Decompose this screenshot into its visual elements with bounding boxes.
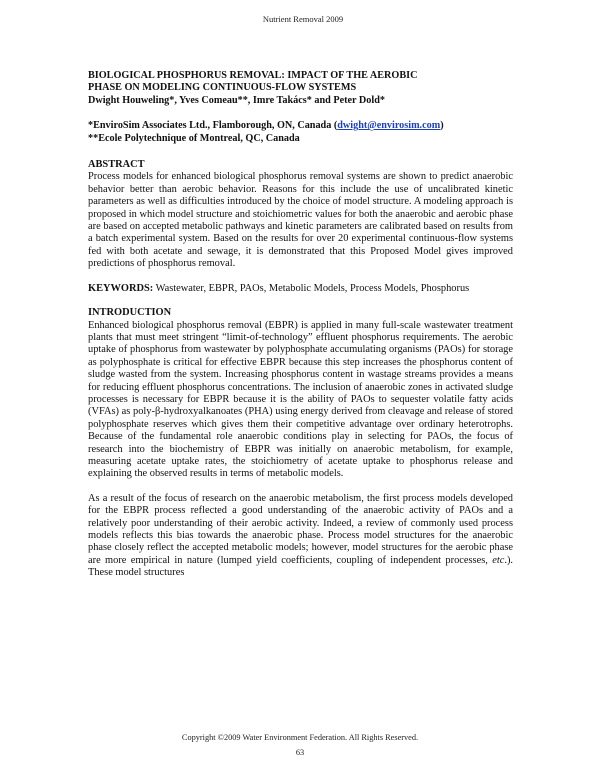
introduction-paragraph-1: Enhanced biological phosphorus removal (EBPR) is applied in many full-scale wastewater treatment plants that must meet stringent “limit-of-technology” effluent phosphorus requirements. The aerobic uptake of phosphorus from wastewater by polyphosphate accumulating organisms (PAOs) for storage as polyphosphate is critical for effective EBPR because this step increases the phosphorus content of sludge wasted from the system. Increasing phosphorus content in wastage streams provides a means for reducing effluent phosphorus concentrations. The inclusion of anaerobic zones in activated sludge processes is necessary for EBPR because it is the ability of PAOs to sequester volatile fatty acids (VFAs) as poly-β-hydroxyalkanoates (PHA) using energy derived from cleavage and release of stored polyphosphate reserves which gives them their competitive advantage over ordinary heterotrophs. Because of the fundamental role anaerobic conditions play in selecting for PAOs, the focus of research into the biochemistry of EBPR was initially on anaerobic metabolism, for example, measuring acetate uptake rates, the stoichiometry of acetate uptake to phosphorus release and explaining the observed results in terms of metabolic models. (88, 319, 513, 480)
paper-title-line-1: BIOLOGICAL PHOSPHORUS REMOVAL: IMPACT OF THE AEROBIC (88, 70, 418, 81)
page-number: 63 (295, 748, 305, 757)
affiliation-1-text: *EnviroSim Associates Ltd., Flamborough, ON, Canada ( (88, 120, 338, 132)
author-email-link[interactable]: dwight@envirosim.com (337, 120, 441, 132)
copyright-footer: Copyright ©2009 Water Environment Federation. All Rights Reserved. (181, 733, 419, 742)
introduction-paragraph-2-tail: .). These model structures (88, 554, 513, 579)
running-title: Nutrient Removal 2009 (262, 14, 344, 24)
paper-title-line-2: PHASE ON MODELING CONTINUOUS-FLOW SYSTEMS (88, 82, 357, 94)
abstract-text: Process models for enhanced biological phosphorus removal systems are shown to predict anaerobic behavior better than aerobic behavior. Reasons for this include the use of uncalibrated kinetic parameters as well as difficulties introduced by the choice of model structure. A modeling approach is proposed in which model structure and stoichiometric values for both the anaerobic and aerobic phase are based on accepted metabolic pathways and kinetic parameters are calibrated based on results from a batch experimental system. Based on the results for over 20 experimental continuous-flow systems fed with both acetate and sewage, it is demonstrated that this Proposed Model gives improved predictions of phosphorus removal. (88, 171, 513, 270)
affiliations (88, 120, 513, 145)
affiliation-1-close: ) (440, 120, 444, 132)
introduction-paragraph-2-etc: etc (492, 554, 505, 566)
keywords-text: Wastewater, EBPR, PAOs, Metabolic Models, Process Models, Phosphorus (153, 282, 470, 294)
introduction-heading: INTRODUCTION (88, 307, 172, 319)
keywords-label: KEYWORDS: (88, 282, 154, 294)
abstract-heading: ABSTRACT (88, 159, 145, 171)
page-content (88, 70, 513, 592)
paper-title (88, 70, 513, 95)
introduction-paragraph-2 (88, 493, 513, 580)
introduction-paragraph-2-main: As a result of the focus of research on the anaerobic metabolism, the first process models developed for the EBPR process reflected a good understanding of the anaerobic activity of PAOs and a relatively poor understanding of their aerobic activity. Indeed, a review of commonly used process models reflects this bias towards the anaerobic phase. Process model structures for the anaerobic phase closely reflect the accepted metabolic models; however, model structures for the aerobic phase are more empirical in nature (lumped yield coefficients, coupling of independent processes, (88, 492, 513, 566)
affiliation-2: **Ecole Polytechnique of Montreal, QC, Canada (88, 132, 300, 144)
keywords (88, 283, 513, 295)
paper-authors: Dwight Houweling*, Yves Comeau**, Imre Takács* and Peter Dold* (88, 94, 385, 106)
affiliation-1 (88, 120, 513, 132)
